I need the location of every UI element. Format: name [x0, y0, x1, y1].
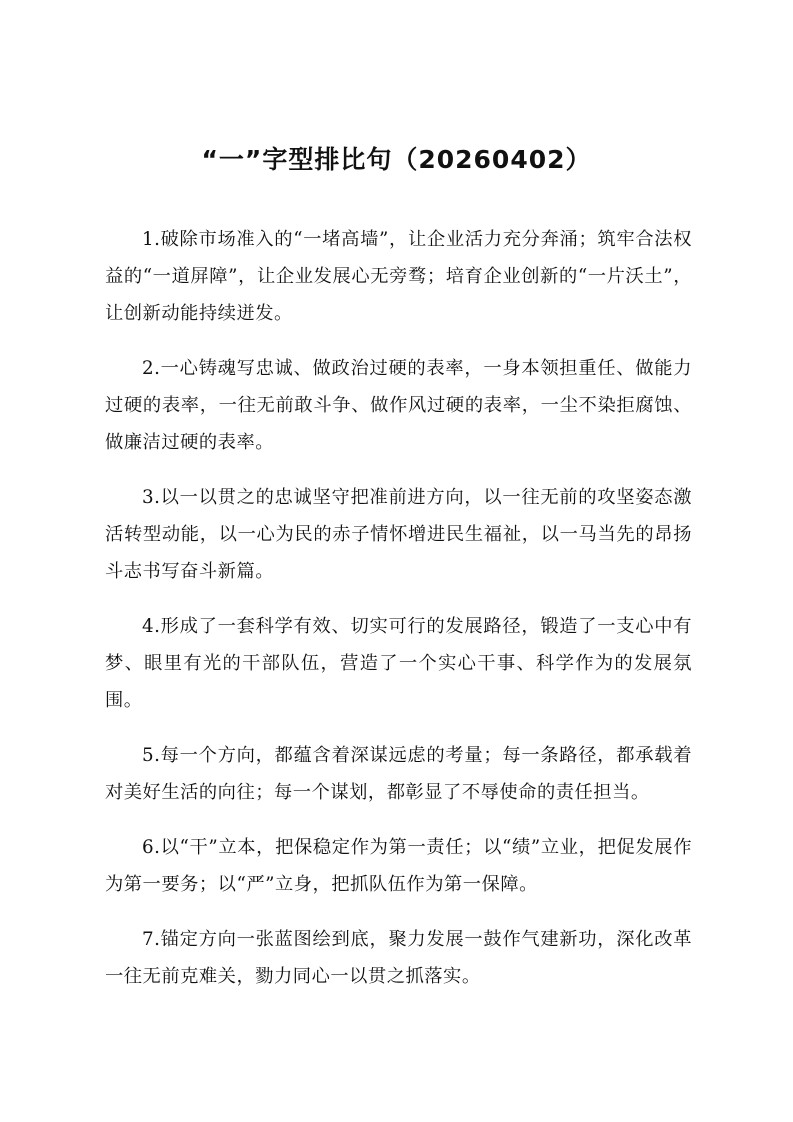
document-body: [105, 221, 692, 1013]
paragraph-2: 2.一心铸魂写忠诚、做政治过硬的表率，一身本领担重任、做能力过硬的表率，一往无前敢斗争、做作风过硬的表率，一尘不染拒腐蚀、做廉洁过硬的表率。: [105, 358, 692, 453]
paragraph-6: 6.以“干”立本，把保稳定作为第一责任；以“绩”立业，把促发展作为第一要务；以“严”立身，把抓队伍作为第一保障。: [105, 837, 692, 895]
paragraph-4: 4.形成了一套科学有效、切实可行的发展路径，锻造了一支心中有梦、眼里有光的干部队伍，营造了一个实心干事、科学作为的发展氛围。: [105, 616, 692, 711]
paragraph-5: 5.每一个方向，都蕴含着深谋远虑的考量；每一条路径，都承载着对美好生活的向往；每一个谋划，都彰显了不辱使命的责任担当。: [105, 745, 692, 803]
paragraph-3: 3.以一以贯之的忠诚坚守把准前进方向，以一往无前的攻坚姿态激活转型动能，以一心为民的赤子情怀增进民生福祉，以一马当先的昂扬斗志书写奋斗新篇。: [105, 487, 692, 582]
paragraph-7: 7.锚定方向一张蓝图绘到底，聚力发展一鼓作气建新功，深化改革一往无前克难关，勠力同心一以贯之抓落实。: [105, 929, 692, 987]
page-title: “一”字型排比句（20260402）: [201, 145, 592, 174]
paragraph-1: 1.破除市场准入的“一堵高墙”，让企业活力充分奔涌；筑牢合法权益的“一道屏障”，让企业发展心无旁骛；培育企业创新的“一片沃土”，让创新动能持续迸发。: [105, 229, 692, 324]
